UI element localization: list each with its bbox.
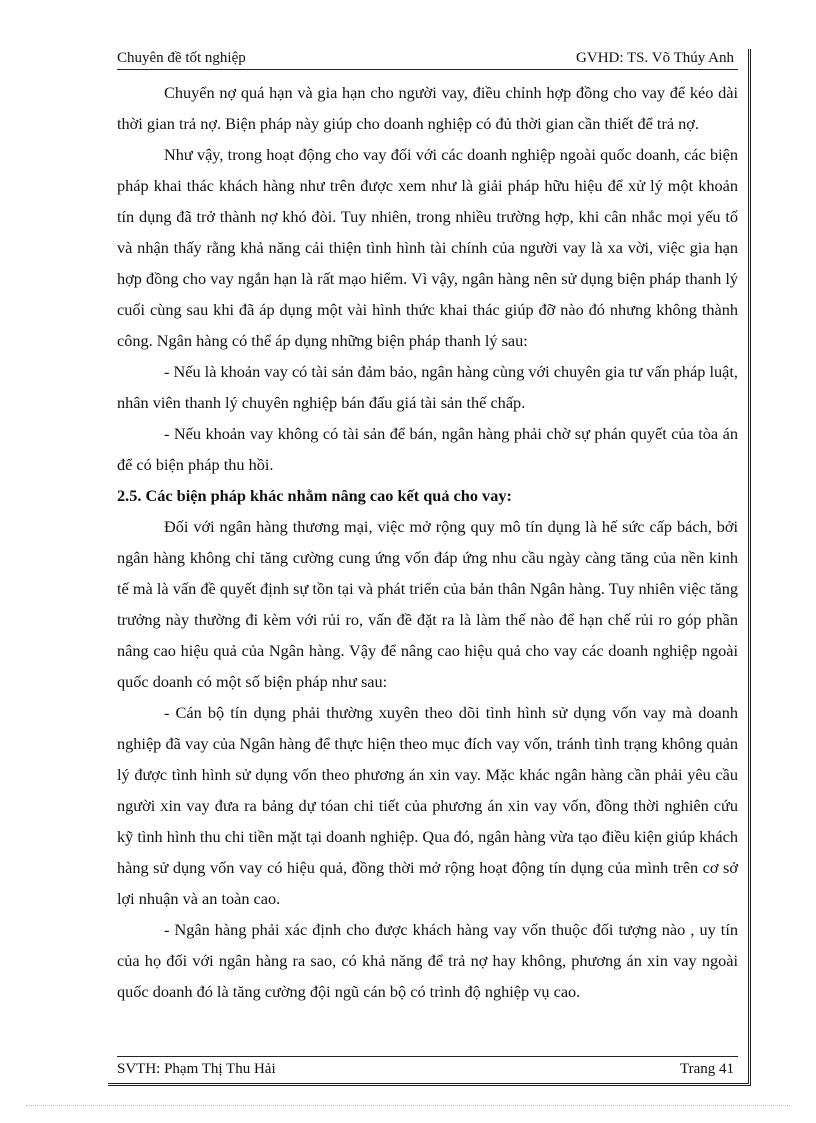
page-footer (117, 1056, 738, 1079)
paragraph: - Nếu là khoản vay có tài sản đảm bảo, ngân hàng cùng với chuyên gia tư vấn pháp luật, nhân viên thanh lý chuyên nghiệp bán đấu giá tài sản thế chấp. (117, 362, 738, 412)
page-number: Trang 41 (679, 1061, 734, 1077)
header-supervisor: GVHD: TS. Võ Thúy Anh (576, 50, 734, 66)
footer-student-name: SVTH: Phạm Thị Thu Hải (117, 1061, 276, 1077)
paragraph: - Nếu khoản vay không có tài sản để bán, ngân hàng phải chờ sự phán quyết của tòa án để có biện pháp thu hồi. (117, 424, 738, 474)
page-bottom-divider (26, 1105, 790, 1106)
section-heading: 2.5. Các biện pháp khác nhằm nâng cao kết quả cho vay: (117, 486, 512, 505)
paragraph: - Ngân hàng phải xác định cho được khách hàng vay vốn thuộc đối tượng nào , uy tín của họ đối với ngân hàng ra sao, có khả năng để trả nợ hay không, phương án xin vay ngoài quốc doanh đó là tăng cường đội ngũ cán bộ có trình độ nghiệp vụ cao. (117, 920, 738, 1001)
paragraph: - Cán bộ tín dụng phải thường xuyên theo dõi tình hình sử dụng vốn vay mà doanh nghiệp đã vay của Ngân hàng để thực hiện theo mục đích vay vốn, tránh tình trạng không quản lý được tình hình sử dụng vốn theo phương án xin vay. Mặc khác ngân hàng cần phải yêu cầu người xin vay đưa ra bảng dự tóan chi tiết của phương án xin vay vốn, đồng thời nghiên cứu kỹ tình hình thu chi tiền mặt tại doanh nghiệp. Qua đó, ngân hàng vừa tạo điều kiện giúp khách hàng sử dụng vốn vay có hiệu quả, đồng thời mở rộng hoạt động tín dụng của mình trên cơ sở lợi nhuận và an toàn cao. (117, 703, 738, 908)
header-document-title: Chuyên đề tốt nghiệp (117, 50, 246, 66)
paragraph: Chuyển nợ quá hạn và gia hạn cho người vay, điều chỉnh hợp đồng cho vay để kéo dài thời gian trả nợ. Biện pháp này giúp cho doanh nghiệp có đủ thời gian cần thiết để trả nợ. (117, 83, 738, 133)
paragraph: Đối với ngân hàng thương mại, việc mở rộng quy mô tín dụng là hế sức cấp bách, bởi ngân hàng không chỉ tăng cường cung ứng vốn đáp ứng nhu cầu ngày càng tăng của nền kinh tế mà là vấn đề quyết định sự tồn tại và phát triển của bản thân Ngân hàng. Tuy nhiên việc tăng trưởng này thường đi kèm với rủi ro, vấn đề đặt ra là làm thế nào để hạn chế rủi ro góp phần nâng cao hiệu quả của Ngân hàng. Vậy để nâng cao hiệu quả cho vay các doanh nghiệp ngoài quốc doanh có một số biện pháp như sau: (117, 517, 738, 691)
paragraph: Như vậy, trong hoạt động cho vay đối với các doanh nghiệp ngoài quốc doanh, các biện pháp khai thác khách hàng như trên được xem như là giải pháp hữu hiệu để xử lý một khoản tín dụng đã trở thành nợ khó đòi. Tuy nhiên, trong nhiều trường hợp, khi cân nhắc mọi yếu tố và nhận thấy rằng khả năng cải thiện tình hình tài chính của người vay là xa vời, việc gia hạn hợp đồng cho vay ngắn hạn là rất mạo hiểm. Vì vậy, ngân hàng nên sử dụng biện pháp thanh lý cuối cùng sau khi đã áp dụng một vài hình thức khai thác giúp đỡ nào đó nhưng không thành công. Ngân hàng có thể áp dụng những biện pháp thanh lý sau: (117, 145, 738, 350)
page-header (117, 47, 738, 70)
document-body (117, 77, 738, 1007)
